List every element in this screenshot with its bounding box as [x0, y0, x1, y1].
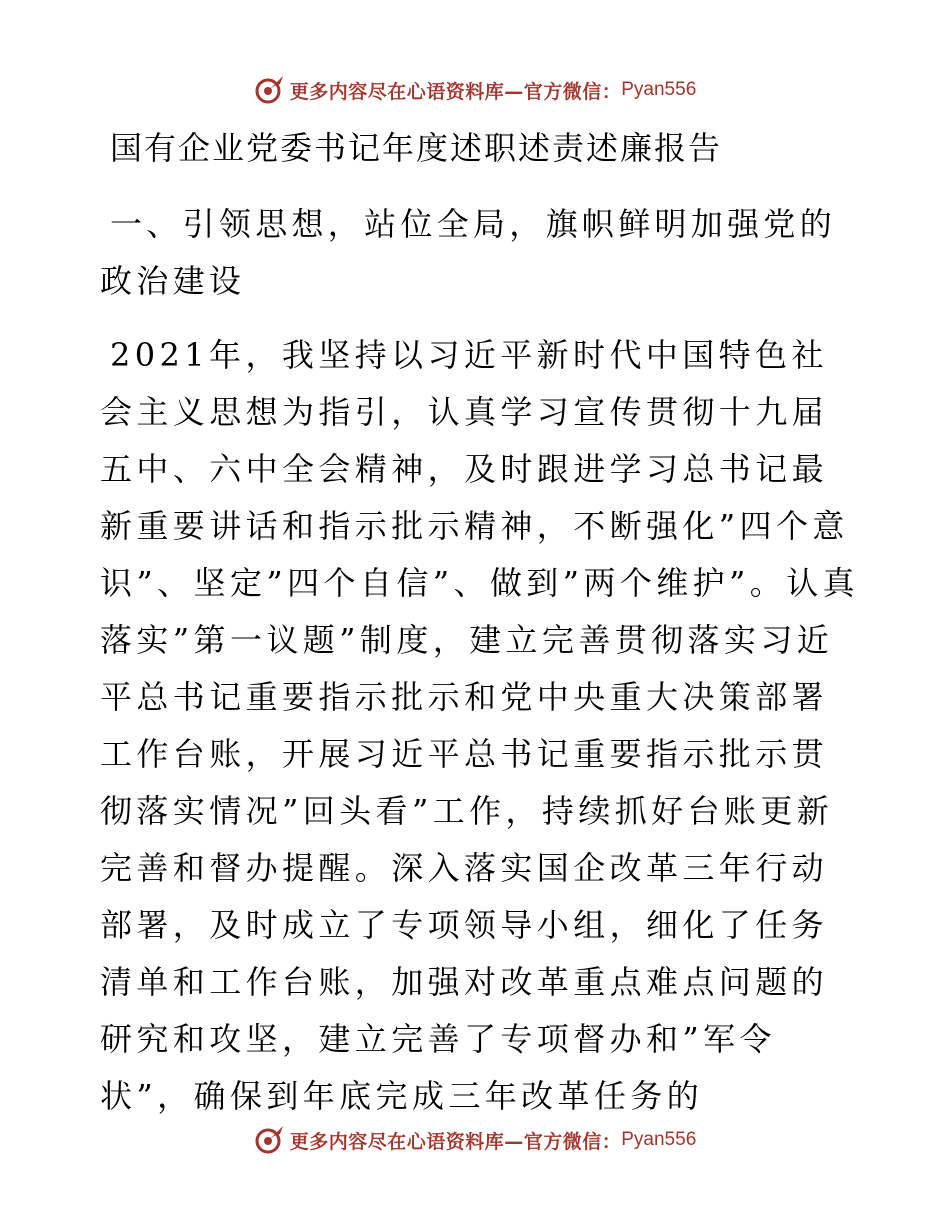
- watermark-banner-top: [0, 70, 950, 110]
- watermark-text: 更多内容尽在心语资料库—官方微信：: [289, 80, 622, 103]
- watermark-contact: Pyan556: [621, 79, 697, 100]
- quill-logo-icon: [254, 1124, 286, 1156]
- watermark-banner-bottom: [0, 1120, 950, 1160]
- section-heading: 一、引领思想，站位全局，旗帜鲜明加强党的政治建设: [100, 205, 837, 300]
- watermark-contact: Pyan556: [621, 1129, 697, 1150]
- document-title: 国有企业党委书记年度述职述责述廉报告: [110, 129, 723, 167]
- watermark-text: 更多内容尽在心语资料库—官方微信：: [289, 1130, 622, 1153]
- quill-logo-icon: [254, 74, 286, 106]
- body-paragraph: 2021年，我坚持以习近平新时代中国特色社会主义思想为指引，认真学习宣传贯彻十九届五中、六中全会精神，及时跟进学习总书记最新重要讲话和指示批示精神，不断强化”四个意识”、坚定”四个自信”、做到”两个维护”。认真落实”第一议题”制度，建立完善贯彻落实习近平总书记重要指示批示和党中央重大决策部署工作台账，开展习近平总书记重要指示批示贯彻落实情况”回头看”工作，持续抓好台账更新完善和督办提醒。深入落实国企改革三年行动部署，及时成立了专项领导小组，细化了任务清单和工作台账，加强对改革重点难点问题的研究和攻坚，建立完善了专项督办和”军令状”，确保到年底完成三年改革任务的: [100, 336, 859, 1115]
